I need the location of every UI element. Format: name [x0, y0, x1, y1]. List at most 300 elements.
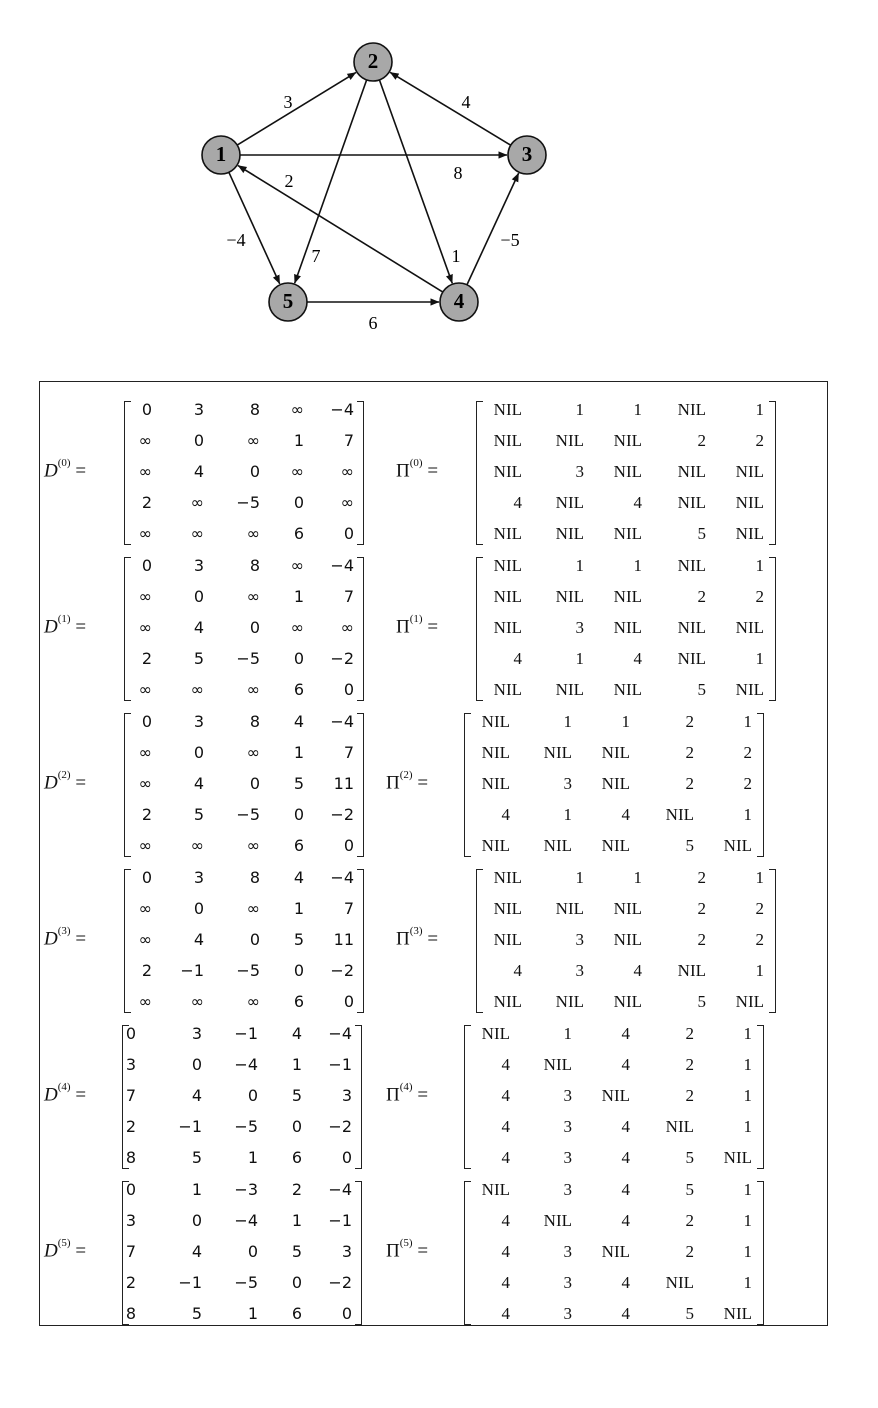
edge-weight-label: 4	[461, 92, 471, 113]
matrix-cell: −1	[178, 1273, 202, 1292]
distance-matrix-label	[44, 457, 87, 482]
matrix-cell: NIL	[493, 400, 522, 419]
matrix-cell: 3	[193, 556, 204, 575]
matrix-cell: NIL	[601, 774, 630, 793]
matrix-cell: NIL	[723, 1148, 752, 1167]
matrix-cell: 5	[697, 524, 706, 543]
distance-matrix-label	[44, 769, 87, 794]
matrix-cell: 8	[249, 556, 260, 575]
matrix-cell: 1	[575, 556, 584, 575]
matrix-cell: 2	[685, 774, 694, 793]
matrix-cell: −5	[236, 805, 260, 824]
matrix-cell: 2	[141, 649, 152, 668]
matrix-cell: 0	[249, 462, 260, 481]
matrix-cell: ∞	[246, 524, 260, 543]
matrix-cell: 4	[501, 1055, 510, 1074]
matrix-cell: 1	[743, 1024, 752, 1043]
matrix-cell: 8	[125, 1148, 136, 1167]
node-label: 4	[453, 288, 465, 313]
matrix-cell: NIL	[723, 1304, 752, 1323]
matrix-cell: 4	[501, 1273, 510, 1292]
matrix-cell: 0	[249, 930, 260, 949]
label-superscript: (1)	[409, 613, 423, 625]
matrix-cell: NIL	[735, 618, 764, 637]
matrix-cell: ∞	[246, 587, 260, 606]
matrix-cell: 4	[621, 1055, 630, 1074]
matrix-cell: NIL	[481, 1180, 510, 1199]
matrix-cell: ∞	[290, 556, 304, 575]
matrix-cell: NIL	[493, 556, 522, 575]
matrix-cell: 1	[633, 400, 642, 419]
matrix-cell: ∞	[138, 680, 152, 699]
matrix-cell: NIL	[543, 743, 572, 762]
matrix-cell: −2	[330, 649, 354, 668]
matrix-cell: 0	[249, 774, 260, 793]
edge-weight-label: −5	[500, 230, 520, 251]
right-bracket	[757, 713, 764, 857]
equals-sign: =	[75, 1240, 87, 1262]
equals-sign: =	[427, 460, 439, 482]
matrix-cell: 4	[191, 1086, 202, 1105]
matrix-cell: NIL	[493, 618, 522, 637]
matrix-cell: 3	[563, 1304, 572, 1323]
matrix-cell: 1	[293, 587, 304, 606]
matrix-cell: 4	[193, 930, 204, 949]
matrix-cell: −4	[328, 1024, 352, 1043]
distance-matrix	[124, 866, 364, 1016]
matrix-cell: 1	[633, 868, 642, 887]
matrix-cell: NIL	[481, 836, 510, 855]
matrix-cell: NIL	[665, 805, 694, 824]
matrix-cell: 2	[685, 1024, 694, 1043]
matrix-cell: 8	[249, 868, 260, 887]
matrix-cell: NIL	[493, 930, 522, 949]
matrix-cell: 1	[633, 556, 642, 575]
right-bracket	[357, 713, 364, 857]
distance-matrix	[122, 1022, 362, 1172]
matrix-cell: 3	[125, 1055, 136, 1074]
edge-weight-label: 7	[311, 246, 321, 267]
matrix-cell: 8	[249, 400, 260, 419]
matrix-cell: ∞	[138, 462, 152, 481]
matrix-cell: ∞	[138, 524, 152, 543]
matrix-cell: 5	[191, 1148, 202, 1167]
matrix-cell: 4	[621, 1304, 630, 1323]
right-bracket	[757, 1181, 764, 1325]
matrix-cell: 2	[141, 493, 152, 512]
label-superscript: (1)	[57, 613, 71, 625]
predecessor-matrix	[464, 710, 764, 860]
matrix-cell: ∞	[190, 836, 204, 855]
matrix-cell: −1	[234, 1024, 258, 1043]
matrix-cell: NIL	[555, 899, 584, 918]
matrix-cell: ∞	[246, 431, 260, 450]
matrix-cell: 3	[563, 1273, 572, 1292]
matrix-cell: 0	[191, 1055, 202, 1074]
matrix-cell: 3	[563, 1086, 572, 1105]
node-label: 3	[521, 141, 533, 166]
matrix-cell: 4	[293, 712, 304, 731]
matrix-cell: 4	[501, 805, 510, 824]
matrix-cell: 1	[743, 1055, 752, 1074]
matrix-cell: 4	[621, 1148, 630, 1167]
edge-weight-label: −4	[226, 230, 246, 251]
matrix-cell: −4	[330, 868, 354, 887]
matrix-cell: 4	[501, 1117, 510, 1136]
matrix-cell: 1	[575, 868, 584, 887]
matrix-cell: 5	[697, 992, 706, 1011]
matrix-cell: −5	[236, 649, 260, 668]
matrix-cell: NIL	[601, 1086, 630, 1105]
matrix-cell: 7	[343, 587, 354, 606]
matrix-cell: 0	[193, 899, 204, 918]
matrix-cell: 2	[141, 805, 152, 824]
matrix-cell: 2	[685, 1211, 694, 1230]
predecessor-matrix-label	[386, 1081, 429, 1106]
label-base: D	[44, 1240, 58, 1262]
label-base: Π	[386, 772, 400, 794]
matrix-cell: NIL	[493, 524, 522, 543]
matrix-cell: 11	[333, 930, 354, 949]
matrix-cell: 5	[697, 680, 706, 699]
matrix-cell: −1	[180, 961, 204, 980]
matrix-cell: ∞	[138, 587, 152, 606]
matrix-cell: 0	[343, 524, 354, 543]
matrix-cell: 2	[697, 899, 706, 918]
matrix-cell: 2	[697, 930, 706, 949]
matrix-cell: 6	[291, 1148, 302, 1167]
distance-matrix	[124, 398, 364, 548]
matrix-cell: NIL	[493, 992, 522, 1011]
matrix-cell: ∞	[246, 743, 260, 762]
predecessor-matrix	[476, 866, 776, 1016]
matrix-cell: 4	[513, 961, 522, 980]
matrix-cell: 4	[501, 1211, 510, 1230]
predecessor-matrix-label	[386, 1237, 429, 1262]
right-bracket	[355, 1025, 362, 1169]
matrix-cell: NIL	[677, 961, 706, 980]
matrix-cell: 5	[685, 1148, 694, 1167]
edge-4-3	[467, 173, 519, 285]
matrix-cell: 0	[193, 431, 204, 450]
matrix-cell: 6	[293, 836, 304, 855]
matrix-cell: 0	[293, 961, 304, 980]
node-label: 5	[282, 288, 294, 313]
right-bracket	[357, 557, 364, 701]
matrix-cell: −5	[234, 1117, 258, 1136]
matrix-cell: NIL	[613, 930, 642, 949]
matrix-cell: NIL	[735, 680, 764, 699]
label-superscript: (0)	[57, 457, 71, 469]
matrix-cell: ∞	[138, 930, 152, 949]
matrix-cell: 4	[621, 1273, 630, 1292]
matrix-cell: ∞	[138, 899, 152, 918]
matrix-cell: 1	[293, 899, 304, 918]
matrix-cell: 8	[125, 1304, 136, 1323]
matrix-cell: 1	[755, 556, 764, 575]
matrix-cell: NIL	[613, 462, 642, 481]
right-bracket	[769, 401, 776, 545]
matrix-cell: 1	[575, 400, 584, 419]
matrix-cell: −4	[330, 712, 354, 731]
right-bracket	[357, 401, 364, 545]
equals-sign: =	[427, 928, 439, 950]
matrix-cell: 0	[125, 1024, 136, 1043]
matrix-cell: ∞	[138, 774, 152, 793]
matrix-cell: NIL	[677, 493, 706, 512]
right-bracket	[355, 1181, 362, 1325]
edge-weight-label: 2	[284, 171, 294, 192]
matrix-cell: 5	[685, 1304, 694, 1323]
distance-matrix	[122, 1178, 362, 1328]
predecessor-matrix-label	[396, 613, 439, 638]
matrix-cell: 1	[743, 712, 752, 731]
node-label: 2	[367, 48, 379, 73]
matrix-cell: −4	[234, 1055, 258, 1074]
matrix-cell: 5	[291, 1242, 302, 1261]
matrix-cell: NIL	[481, 774, 510, 793]
matrix-cell: 3	[563, 1148, 572, 1167]
matrix-cell: 2	[685, 1242, 694, 1261]
matrix-cell: ∞	[290, 400, 304, 419]
matrix-cell: −2	[330, 805, 354, 824]
matrix-cell: 1	[755, 649, 764, 668]
matrix-cell: ∞	[340, 618, 354, 637]
matrix-cell: 1	[743, 1273, 752, 1292]
matrix-cell: NIL	[677, 649, 706, 668]
edge-1-5	[229, 172, 280, 284]
matrix-cell: −2	[328, 1117, 352, 1136]
matrix-cell: NIL	[493, 680, 522, 699]
matrix-cell: NIL	[555, 524, 584, 543]
label-base: Π	[396, 460, 410, 482]
edge-4-1	[238, 166, 443, 293]
matrix-cell: 5	[193, 805, 204, 824]
matrix-cell: 2	[697, 431, 706, 450]
predecessor-matrix	[476, 398, 776, 548]
matrix-cell: NIL	[735, 493, 764, 512]
matrix-cell: 6	[293, 680, 304, 699]
matrix-cell: 2	[697, 587, 706, 606]
matrix-cell: 4	[191, 1242, 202, 1261]
matrix-cell: 0	[293, 493, 304, 512]
matrix-cell: 7	[343, 899, 354, 918]
matrix-cell: 7	[125, 1242, 136, 1261]
matrix-cell: 2	[141, 961, 152, 980]
matrix-cell: NIL	[493, 899, 522, 918]
matrix-cell: 2	[755, 930, 764, 949]
matrix-cell: ∞	[246, 992, 260, 1011]
matrix-cell: 4	[501, 1304, 510, 1323]
matrix-cell: 4	[633, 649, 642, 668]
matrix-cell: ∞	[190, 524, 204, 543]
matrix-cell: 5	[191, 1304, 202, 1323]
matrix-cell: 1	[743, 805, 752, 824]
matrix-cell: 4	[501, 1086, 510, 1105]
matrix-cell: ∞	[246, 836, 260, 855]
matrix-cell: 6	[293, 992, 304, 1011]
matrix-cell: NIL	[493, 868, 522, 887]
label-superscript: (2)	[57, 769, 71, 781]
matrix-cell: 4	[193, 618, 204, 637]
right-bracket	[769, 869, 776, 1013]
matrix-cell: NIL	[613, 992, 642, 1011]
matrix-cell: 4	[193, 462, 204, 481]
label-base: D	[44, 928, 58, 950]
matrix-cell: 4	[193, 774, 204, 793]
matrix-cell: 1	[743, 1211, 752, 1230]
equals-sign: =	[417, 1240, 429, 1262]
predecessor-matrix	[464, 1022, 764, 1172]
matrix-cell: 4	[501, 1242, 510, 1261]
matrix-row-4	[40, 1022, 827, 1178]
matrix-cell: 5	[293, 774, 304, 793]
matrix-cell: 7	[125, 1086, 136, 1105]
matrix-cell: 5	[685, 1180, 694, 1199]
edge-weight-label: 6	[368, 313, 378, 334]
matrix-cell: 1	[293, 743, 304, 762]
matrix-cell: 1	[743, 1117, 752, 1136]
matrix-cell: 2	[125, 1273, 136, 1292]
matrix-cell: 5	[293, 930, 304, 949]
matrix-cell: 3	[193, 868, 204, 887]
matrix-cell: NIL	[677, 618, 706, 637]
equals-sign: =	[75, 616, 87, 638]
label-superscript: (3)	[409, 925, 423, 937]
matrix-cell: 2	[697, 868, 706, 887]
matrix-cell: ∞	[340, 493, 354, 512]
matrix-cell: NIL	[481, 743, 510, 762]
matrix-cell: NIL	[493, 431, 522, 450]
matrix-cell: −5	[234, 1273, 258, 1292]
matrix-cell: 4	[621, 1180, 630, 1199]
matrix-cell: 2	[743, 774, 752, 793]
matrix-cell: 0	[141, 868, 152, 887]
matrix-cell: −1	[178, 1117, 202, 1136]
edge-2-4	[379, 80, 452, 283]
matrix-cell: NIL	[493, 587, 522, 606]
matrix-cell: 7	[343, 743, 354, 762]
matrix-cell: NIL	[555, 493, 584, 512]
label-base: D	[44, 1084, 58, 1106]
matrix-cell: 11	[333, 774, 354, 793]
matrix-cell: NIL	[555, 992, 584, 1011]
matrix-row-2	[40, 710, 827, 866]
matrix-cell: 1	[191, 1180, 202, 1199]
matrix-panel	[39, 381, 828, 1326]
matrix-cell: 3	[193, 400, 204, 419]
predecessor-matrix-label	[396, 457, 439, 482]
label-base: Π	[396, 616, 410, 638]
equals-sign: =	[75, 928, 87, 950]
matrix-cell: −4	[234, 1211, 258, 1230]
matrix-cell: ∞	[138, 618, 152, 637]
matrix-cell: NIL	[735, 992, 764, 1011]
matrix-row-0	[40, 398, 827, 554]
predecessor-matrix	[464, 1178, 764, 1328]
matrix-row-3	[40, 866, 827, 1022]
label-superscript: (5)	[57, 1237, 71, 1249]
right-bracket	[357, 869, 364, 1013]
matrix-cell: NIL	[677, 462, 706, 481]
label-base: Π	[386, 1240, 400, 1262]
matrix-cell: NIL	[723, 836, 752, 855]
matrix-cell: 1	[743, 1242, 752, 1261]
matrix-cell: 0	[291, 1273, 302, 1292]
matrix-cell: 6	[291, 1304, 302, 1323]
matrix-cell: 8	[249, 712, 260, 731]
matrix-cell: NIL	[613, 524, 642, 543]
matrix-cell: 4	[621, 805, 630, 824]
matrix-cell: 4	[293, 868, 304, 887]
matrix-cell: NIL	[613, 587, 642, 606]
matrix-cell: 3	[125, 1211, 136, 1230]
matrix-cell: −1	[328, 1055, 352, 1074]
matrix-cell: ∞	[138, 992, 152, 1011]
matrix-cell: 1	[575, 649, 584, 668]
matrix-cell: 2	[755, 587, 764, 606]
matrix-cell: 1	[755, 400, 764, 419]
distance-matrix	[124, 710, 364, 860]
matrix-cell: NIL	[613, 431, 642, 450]
matrix-cell: 0	[343, 992, 354, 1011]
matrix-cell: 2	[685, 712, 694, 731]
matrix-cell: 3	[575, 462, 584, 481]
matrix-cell: −1	[328, 1211, 352, 1230]
matrix-cell: 1	[247, 1148, 258, 1167]
matrix-cell: ∞	[290, 462, 304, 481]
matrix-cell: NIL	[555, 431, 584, 450]
right-bracket	[757, 1025, 764, 1169]
matrix-cell: 2	[685, 1086, 694, 1105]
matrix-cell: 7	[343, 431, 354, 450]
matrix-cell: 0	[249, 618, 260, 637]
label-base: D	[44, 616, 58, 638]
matrix-cell: NIL	[735, 462, 764, 481]
matrix-cell: NIL	[613, 680, 642, 699]
matrix-cell: NIL	[601, 743, 630, 762]
distance-matrix	[124, 554, 364, 704]
label-superscript: (3)	[57, 925, 71, 937]
matrix-cell: 1	[293, 431, 304, 450]
matrix-cell: −4	[330, 400, 354, 419]
matrix-cell: −3	[234, 1180, 258, 1199]
equals-sign: =	[417, 1084, 429, 1106]
matrix-cell: 0	[193, 587, 204, 606]
matrix-cell: 3	[193, 712, 204, 731]
label-base: Π	[386, 1084, 400, 1106]
edge-3-2	[390, 72, 511, 145]
label-base: D	[44, 460, 58, 482]
label-superscript: (4)	[57, 1081, 71, 1093]
predecessor-matrix-label	[386, 769, 429, 794]
matrix-cell: 2	[685, 743, 694, 762]
matrix-cell: 1	[755, 868, 764, 887]
equals-sign: =	[427, 616, 439, 638]
equals-sign: =	[75, 772, 87, 794]
matrix-cell: 0	[141, 712, 152, 731]
matrix-cell: 0	[343, 680, 354, 699]
matrix-cell: 4	[621, 1117, 630, 1136]
matrix-cell: ∞	[246, 680, 260, 699]
matrix-cell: NIL	[555, 587, 584, 606]
matrix-cell: −5	[236, 961, 260, 980]
matrix-cell: 3	[563, 1242, 572, 1261]
matrix-cell: NIL	[543, 836, 572, 855]
matrix-cell: 3	[575, 930, 584, 949]
matrix-cell: 1	[563, 805, 572, 824]
matrix-cell: 0	[293, 805, 304, 824]
